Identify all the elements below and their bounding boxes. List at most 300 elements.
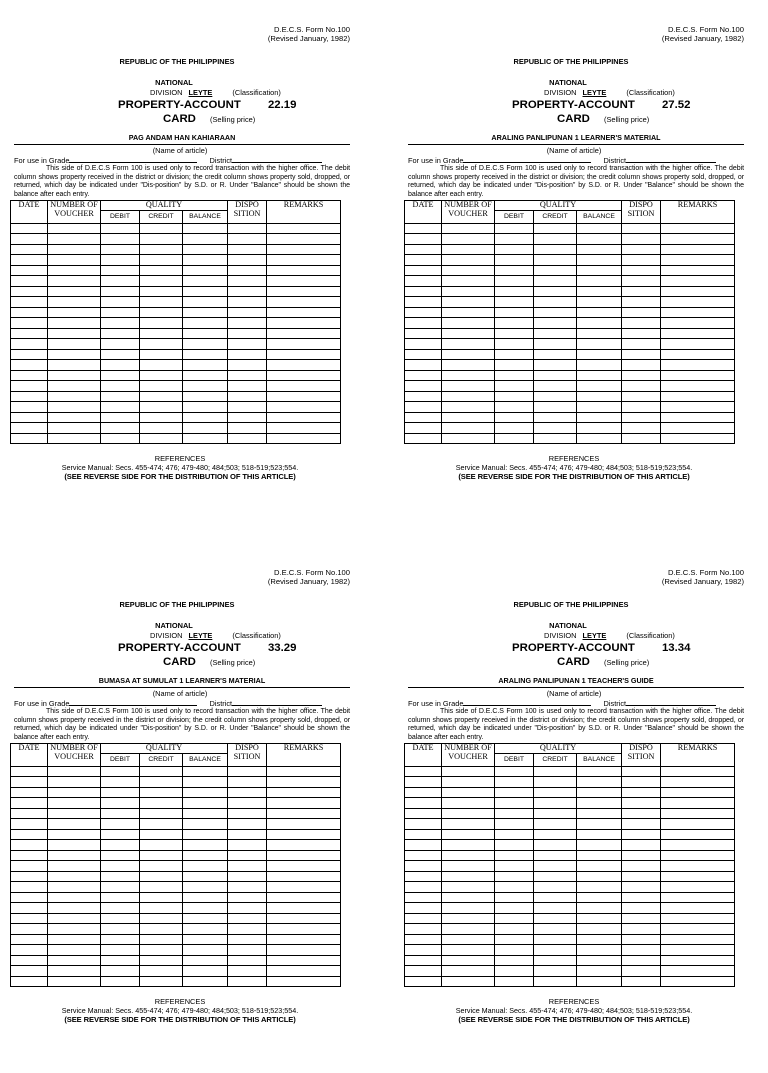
table-cell: [622, 276, 661, 287]
table-cell: [442, 276, 495, 287]
table-cell: [11, 808, 48, 819]
table-row: [11, 307, 341, 318]
table-cell: [661, 840, 735, 851]
table-cell: [442, 934, 495, 945]
table-cell: [140, 976, 183, 987]
table-cell: [405, 955, 442, 966]
article-name: PAG ANDAM HAN KAHIARAAN: [14, 134, 350, 145]
table-cell: [101, 787, 140, 798]
table-row: [11, 892, 341, 903]
table-cell: [11, 850, 48, 861]
table-cell: [183, 255, 228, 266]
ledger-table: [10, 200, 341, 444]
table-cell: [11, 433, 48, 444]
table-cell: [577, 861, 622, 872]
table-cell: [11, 934, 48, 945]
division-row: [404, 88, 744, 97]
table-cell: [622, 255, 661, 266]
table-cell: [534, 850, 577, 861]
card-word: CARD: [557, 655, 590, 668]
remarks-header: REMARKS: [267, 744, 341, 767]
table-cell: [267, 945, 341, 956]
service-manual: Service Manual: Secs. 455-474; 476; 479-480; 484;503; 518-519;523;554.: [455, 462, 693, 472]
table-row: [11, 871, 341, 882]
table-cell: [661, 892, 735, 903]
table-cell: [442, 286, 495, 297]
table-cell: [442, 861, 495, 872]
table-cell: [183, 861, 228, 872]
table-cell: [442, 255, 495, 266]
table-cell: [140, 777, 183, 788]
table-cell: [101, 913, 140, 924]
table-cell: [11, 913, 48, 924]
table-cell: [101, 829, 140, 840]
balance-header: BALANCE: [183, 210, 228, 223]
division-label: DIVISION: [544, 87, 577, 97]
table-cell: [101, 840, 140, 851]
table-cell: [228, 370, 267, 381]
card-title: [404, 641, 744, 655]
article-name-label: (Name of article): [152, 145, 208, 155]
selling-price-value: 13.34: [661, 641, 691, 654]
table-row: [11, 244, 341, 255]
voucher-header: NUMBER OF VOUCHER: [48, 744, 101, 767]
table-cell: [622, 328, 661, 339]
district-label: District: [209, 698, 233, 708]
table-cell: [405, 255, 442, 266]
table-cell: [495, 339, 534, 350]
table-cell: [183, 349, 228, 360]
table-cell: [11, 349, 48, 360]
table-cell: [228, 976, 267, 987]
table-cell: [661, 924, 735, 935]
table-cell: [140, 412, 183, 423]
table-cell: [405, 234, 442, 245]
table-cell: [140, 955, 183, 966]
table-row: [11, 882, 341, 893]
table-cell: [183, 381, 228, 392]
table-cell: [140, 307, 183, 318]
table-row: [405, 966, 735, 977]
table-cell: [622, 798, 661, 809]
table-cell: [48, 766, 101, 777]
table-cell: [11, 798, 48, 809]
table-cell: [183, 777, 228, 788]
table-cell: [442, 850, 495, 861]
national-heading: NATIONAL: [155, 77, 193, 87]
table-cell: [534, 903, 577, 914]
remarks-header: REMARKS: [267, 201, 341, 224]
table-cell: [622, 307, 661, 318]
table-cell: [661, 945, 735, 956]
table-cell: [48, 787, 101, 798]
table-cell: [183, 339, 228, 350]
classification-label: (Classification): [232, 87, 281, 97]
table-row: [405, 819, 735, 830]
table-cell: [183, 244, 228, 255]
table-cell: [267, 297, 341, 308]
see-reverse-note: (SEE REVERSE SIDE FOR THE DISTRIBUTION OF THIS ARTICLE): [64, 472, 296, 482]
table-cell: [183, 966, 228, 977]
table-cell: [577, 328, 622, 339]
title-text: PROPERTY-ACCOUNT: [512, 641, 635, 654]
table-cell: [577, 966, 622, 977]
table-cell: [577, 798, 622, 809]
table-cell: [577, 945, 622, 956]
division-value: LEYTE: [582, 630, 607, 640]
table-cell: [577, 276, 622, 287]
table-cell: [534, 370, 577, 381]
table-cell: [101, 945, 140, 956]
property-account-card: [10, 568, 350, 1073]
table-cell: [405, 913, 442, 924]
table-cell: [405, 777, 442, 788]
table-cell: [495, 777, 534, 788]
table-cell: [534, 234, 577, 245]
table-cell: [183, 223, 228, 234]
table-cell: [48, 255, 101, 266]
table-cell: [534, 402, 577, 413]
table-cell: [140, 402, 183, 413]
table-cell: [101, 360, 140, 371]
table-cell: [228, 360, 267, 371]
table-cell: [442, 402, 495, 413]
table-cell: [101, 265, 140, 276]
table-cell: [622, 882, 661, 893]
table-cell: [228, 328, 267, 339]
table-cell: [622, 840, 661, 851]
table-cell: [11, 945, 48, 956]
balance-header: BALANCE: [183, 753, 228, 766]
table-cell: [534, 871, 577, 882]
table-row: [11, 381, 341, 392]
see-reverse-note: (SEE REVERSE SIDE FOR THE DISTRIBUTION OF THIS ARTICLE): [458, 472, 690, 482]
card-title: [10, 98, 350, 112]
table-cell: [661, 766, 735, 777]
table-cell: [140, 850, 183, 861]
table-cell: [228, 829, 267, 840]
table-cell: [228, 255, 267, 266]
table-row: [11, 966, 341, 977]
table-row: [11, 328, 341, 339]
table-cell: [442, 829, 495, 840]
table-row: [405, 808, 735, 819]
division-row: [404, 631, 744, 640]
voucher-header: NUMBER OF VOUCHER: [48, 201, 101, 224]
table-cell: [577, 766, 622, 777]
table-cell: [622, 297, 661, 308]
table-cell: [228, 423, 267, 434]
table-cell: [442, 924, 495, 935]
table-row: [405, 423, 735, 434]
table-cell: [442, 265, 495, 276]
table-row: [405, 391, 735, 402]
table-cell: [534, 913, 577, 924]
table-row: [405, 234, 735, 245]
table-cell: [11, 766, 48, 777]
table-cell: [11, 255, 48, 266]
table-row: [405, 297, 735, 308]
table-row: [405, 370, 735, 381]
table-row: [405, 307, 735, 318]
table-row: [11, 850, 341, 861]
table-cell: [495, 955, 534, 966]
table-cell: [48, 402, 101, 413]
table-cell: [577, 370, 622, 381]
debit-header: DEBIT: [495, 753, 534, 766]
table-cell: [405, 850, 442, 861]
table-cell: [442, 328, 495, 339]
table-row: [11, 223, 341, 234]
table-cell: [140, 861, 183, 872]
table-cell: [228, 234, 267, 245]
references-title: REFERENCES: [154, 997, 206, 1007]
table-cell: [267, 423, 341, 434]
table-cell: [228, 892, 267, 903]
table-cell: [442, 840, 495, 851]
table-cell: [228, 766, 267, 777]
table-row: [11, 255, 341, 266]
table-cell: [442, 966, 495, 977]
table-cell: [183, 286, 228, 297]
table-cell: [577, 840, 622, 851]
service-manual: Service Manual: Secs. 455-474; 476; 479-480; 484;503; 518-519;523;554.: [455, 1005, 693, 1015]
article-name: BUMASA AT SUMULAT 1 LEARNER'S MATERIAL: [14, 677, 350, 688]
table-cell: [622, 349, 661, 360]
card-title: [404, 98, 744, 112]
table-cell: [405, 892, 442, 903]
table-cell: [228, 945, 267, 956]
table-cell: [48, 423, 101, 434]
table-cell: [577, 297, 622, 308]
table-cell: [140, 370, 183, 381]
table-cell: [267, 829, 341, 840]
table-cell: [11, 423, 48, 434]
table-cell: [183, 903, 228, 914]
table-cell: [140, 871, 183, 882]
remarks-header: REMARKS: [661, 201, 735, 224]
form-number: D.E.C.S. Form No.100: [274, 25, 350, 34]
table-cell: [405, 433, 442, 444]
district-blank: [232, 155, 322, 163]
table-cell: [405, 840, 442, 851]
table-cell: [495, 819, 534, 830]
table-cell: [267, 286, 341, 297]
table-cell: [48, 286, 101, 297]
table-cell: [48, 265, 101, 276]
grade-blank: [69, 698, 197, 706]
table-cell: [183, 307, 228, 318]
table-cell: [495, 265, 534, 276]
table-cell: [661, 850, 735, 861]
table-cell: [140, 934, 183, 945]
table-cell: [495, 391, 534, 402]
table-cell: [577, 924, 622, 935]
table-cell: [101, 223, 140, 234]
title-text: PROPERTY-ACCOUNT: [512, 98, 635, 111]
table-cell: [495, 402, 534, 413]
form-number: D.E.C.S. Form No.100: [274, 568, 350, 577]
table-cell: [101, 381, 140, 392]
table-cell: [101, 402, 140, 413]
table-cell: [267, 966, 341, 977]
table-cell: [661, 381, 735, 392]
table-cell: [622, 391, 661, 402]
table-cell: [267, 777, 341, 788]
grade-label: For use in Grade: [14, 155, 70, 165]
table-cell: [267, 244, 341, 255]
table-cell: [101, 892, 140, 903]
table-cell: [577, 934, 622, 945]
table-cell: [405, 966, 442, 977]
table-cell: [534, 412, 577, 423]
table-cell: [661, 286, 735, 297]
table-cell: [622, 360, 661, 371]
table-cell: [228, 318, 267, 329]
table-cell: [140, 391, 183, 402]
table-cell: [577, 412, 622, 423]
table-cell: [228, 339, 267, 350]
table-cell: [101, 966, 140, 977]
grade-label: For use in Grade: [14, 698, 70, 708]
national-heading: NATIONAL: [549, 77, 587, 87]
table-cell: [405, 223, 442, 234]
division-label: DIVISION: [150, 87, 183, 97]
grade-district-row: [10, 698, 350, 708]
table-cell: [101, 861, 140, 872]
table-cell: [495, 829, 534, 840]
table-row: [405, 787, 735, 798]
table-cell: [101, 777, 140, 788]
table-cell: [228, 882, 267, 893]
national-heading: NATIONAL: [155, 620, 193, 630]
table-cell: [183, 798, 228, 809]
table-cell: [577, 234, 622, 245]
table-cell: [405, 402, 442, 413]
table-cell: [267, 840, 341, 851]
table-cell: [622, 976, 661, 987]
table-cell: [661, 349, 735, 360]
grade-district-row: [10, 155, 350, 165]
table-cell: [534, 966, 577, 977]
table-cell: [228, 391, 267, 402]
table-cell: [495, 966, 534, 977]
table-cell: [140, 787, 183, 798]
table-cell: [405, 819, 442, 830]
table-cell: [11, 819, 48, 830]
table-cell: [11, 840, 48, 851]
table-cell: [405, 882, 442, 893]
references-section: [10, 454, 350, 481]
card-subtitle: [10, 655, 350, 669]
table-row: [11, 861, 341, 872]
credit-header: CREDIT: [534, 753, 577, 766]
table-row: [405, 882, 735, 893]
form-description: This side of D.E.C.S Form 100 is used only to record transaction with the higher office. The debit column shows property received in the district or division; the credit column shows property sold, dropped, or returned, which day be indicated under "Dis-position" by S.D. or R. Under "Balance" should be shown the balance after each entry.: [408, 164, 744, 198]
selling-price-label: (Selling price): [604, 114, 650, 124]
table-cell: [661, 391, 735, 402]
table-cell: [101, 339, 140, 350]
table-cell: [140, 360, 183, 371]
table-row: [11, 840, 341, 851]
table-cell: [11, 903, 48, 914]
grade-blank: [463, 698, 591, 706]
table-row: [11, 819, 341, 830]
table-cell: [267, 255, 341, 266]
district-label: District: [603, 698, 627, 708]
table-cell: [48, 381, 101, 392]
district-blank: [232, 698, 322, 706]
table-cell: [405, 318, 442, 329]
table-row: [11, 924, 341, 935]
table-cell: [267, 861, 341, 872]
table-cell: [442, 913, 495, 924]
table-cell: [534, 328, 577, 339]
table-cell: [405, 265, 442, 276]
table-cell: [101, 297, 140, 308]
table-cell: [11, 829, 48, 840]
table-cell: [48, 244, 101, 255]
table-cell: [48, 829, 101, 840]
table-cell: [11, 360, 48, 371]
table-cell: [11, 265, 48, 276]
table-cell: [101, 766, 140, 777]
table-cell: [228, 381, 267, 392]
table-cell: [534, 223, 577, 234]
table-cell: [405, 339, 442, 350]
table-cell: [405, 286, 442, 297]
table-cell: [140, 808, 183, 819]
references-section: [10, 997, 350, 1024]
property-account-card: [404, 568, 744, 1073]
table-cell: [48, 976, 101, 987]
table-cell: [534, 339, 577, 350]
table-row: [11, 286, 341, 297]
table-cell: [48, 871, 101, 882]
table-cell: [495, 307, 534, 318]
table-cell: [267, 808, 341, 819]
table-cell: [442, 412, 495, 423]
table-cell: [495, 255, 534, 266]
table-cell: [183, 265, 228, 276]
table-cell: [267, 955, 341, 966]
revised-date: (Revised January, 1982): [661, 34, 744, 44]
grade-label: For use in Grade: [408, 155, 464, 165]
table-cell: [101, 318, 140, 329]
table-cell: [267, 903, 341, 914]
table-cell: [577, 255, 622, 266]
table-cell: [405, 349, 442, 360]
table-cell: [48, 318, 101, 329]
table-cell: [495, 286, 534, 297]
table-cell: [101, 391, 140, 402]
table-cell: [442, 223, 495, 234]
table-cell: [101, 244, 140, 255]
table-cell: [183, 829, 228, 840]
table-cell: [48, 328, 101, 339]
table-cell: [101, 286, 140, 297]
table-cell: [48, 412, 101, 423]
references-title: REFERENCES: [154, 454, 206, 464]
table-cell: [661, 808, 735, 819]
table-cell: [101, 370, 140, 381]
table-cell: [442, 423, 495, 434]
table-cell: [183, 391, 228, 402]
table-cell: [622, 265, 661, 276]
table-cell: [534, 391, 577, 402]
table-cell: [405, 871, 442, 882]
table-cell: [140, 766, 183, 777]
